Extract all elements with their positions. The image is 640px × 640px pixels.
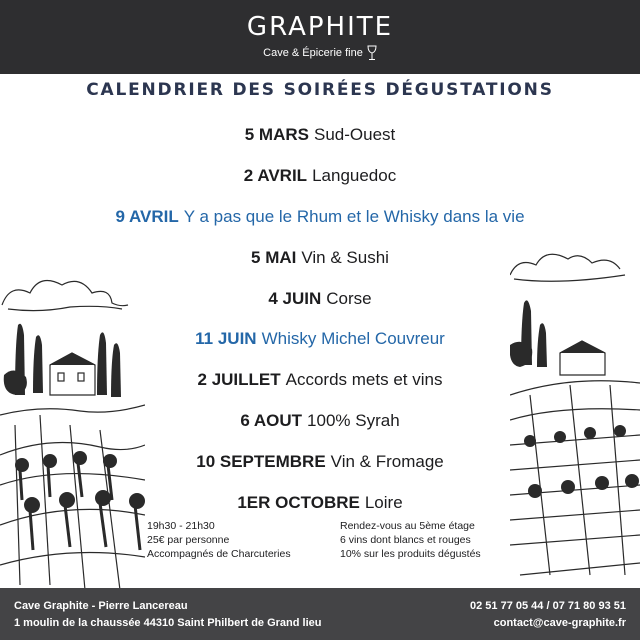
event-item	[0, 401, 640, 442]
event-date: 5 MAI	[251, 247, 297, 267]
event-item	[0, 237, 640, 278]
footer-contact-block	[470, 598, 626, 632]
shop-address: 1 moulin de la chaussée 44310 Saint Philbert de Grand lieu	[14, 617, 322, 629]
event-theme: Accords mets et vins	[285, 370, 443, 390]
event-theme: Corse	[326, 288, 372, 308]
info-line: 25€ par personne	[147, 534, 230, 546]
footer-bar	[0, 588, 640, 640]
event-date: 11 JUIN	[195, 329, 257, 349]
tagline-text: Cave & Épicerie fine	[263, 47, 363, 59]
info-line: 19h30 - 21h30	[147, 520, 215, 532]
event-theme: Vin & Fromage	[330, 451, 444, 471]
info-line: Rendez-vous au 5ème étage	[340, 520, 475, 532]
info-line: 6 vins dont blancs et rouges	[340, 534, 471, 546]
event-date: 5 MARS	[244, 125, 309, 145]
email-link[interactable]: contact@cave-graphite.fr	[493, 617, 626, 629]
event-date: 6 AOUT	[240, 410, 303, 430]
shop-name: Cave Graphite - Pierre Lancereau	[14, 600, 188, 612]
event-date: 2 AVRIL	[243, 166, 308, 186]
event-item	[0, 441, 640, 482]
event-item	[0, 482, 640, 523]
event-date: 10 SEPTEMBRE	[196, 451, 326, 471]
schedule-price-info	[147, 519, 291, 561]
event-theme: Loire	[364, 492, 403, 512]
tagline	[263, 45, 377, 61]
event-date: 1ER OCTOBRE	[237, 492, 360, 512]
brand-logo-text: GRAPHITE	[246, 12, 394, 42]
phone-numbers[interactable]: 02 51 77 05 44 / 07 71 80 93 51	[470, 600, 626, 612]
event-theme: Sud-Ouest	[313, 125, 396, 145]
info-line: Accompagnés de Charcuteries	[147, 548, 291, 560]
event-theme: Y a pas que le Rhum et le Whisky dans la vie	[183, 206, 525, 226]
info-line: 10% sur les produits dégustés	[340, 548, 481, 560]
event-item	[0, 197, 640, 238]
event-date: 9 AVRIL	[115, 206, 179, 226]
footer-address-block	[14, 598, 322, 632]
event-theme: Languedoc	[312, 166, 397, 186]
venue-details-info	[340, 519, 481, 561]
event-theme: Vin & Sushi	[301, 247, 389, 267]
event-item	[0, 319, 640, 360]
event-theme: Whisky Michel Couvreur	[261, 329, 445, 349]
event-theme: 100% Syrah	[307, 410, 400, 430]
event-date: 2 JUILLET	[197, 370, 281, 390]
event-item	[0, 360, 640, 401]
event-item	[0, 115, 640, 156]
event-item	[0, 278, 640, 319]
event-item	[0, 156, 640, 197]
wine-glass-icon	[367, 45, 377, 61]
event-date: 4 JUIN	[268, 288, 322, 308]
page-title: CALENDRIER DES SOIRÉES DÉGUSTATIONS	[86, 80, 554, 100]
events-list	[0, 115, 640, 523]
header-banner	[0, 0, 640, 74]
